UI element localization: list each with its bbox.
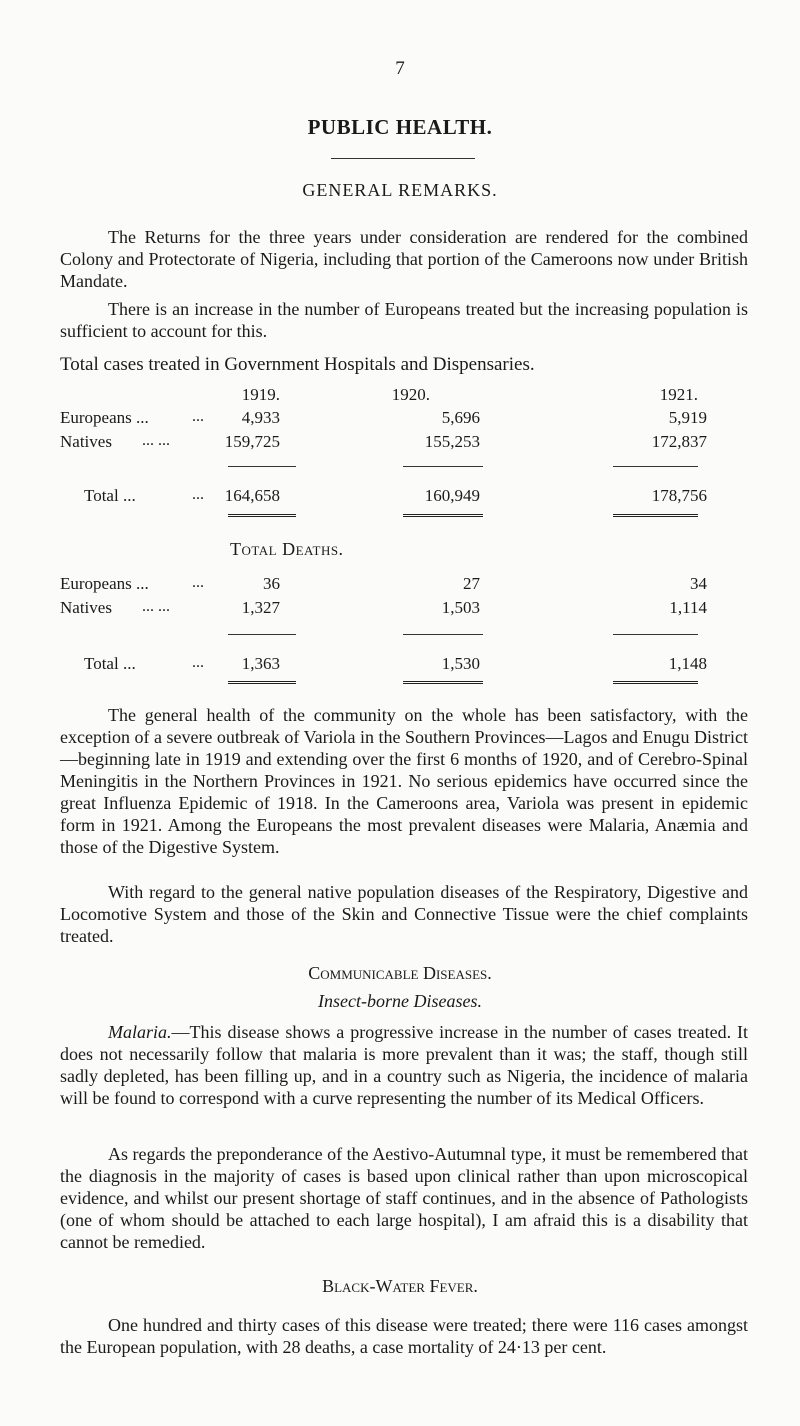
- sum-line: [613, 634, 698, 635]
- deaths-total-label: Total ...: [84, 654, 136, 673]
- cases-total-label: Total ...: [84, 486, 136, 505]
- cases-table-heading: Total cases treated in Government Hospitals and Dispensaries.: [60, 354, 535, 375]
- sum-line: [613, 466, 698, 467]
- general-health-paragraph: The general health of the community on the whole has been satisfactory, with the exception of a severe outbreak of Variola in the Southern Provinces—Lagos and Enugu District—beginning late in 1919 and extending over the first 6 months of 1920, and of Cerebro-Spinal Meningitis in the Northern Provinces in 1921. No serious epidemics have occurred since the great Influenza Epidemic of 1918. In the Cameroons area, Variola was present in epidemic form in 1921. Among the Europeans the most prevalent diseases were Malaria, Anæmia and those of the Digestive System.: [60, 705, 748, 857]
- total-double-line: [613, 514, 698, 517]
- sum-line: [403, 466, 483, 467]
- deaths-table-heading: Total Deaths.: [230, 539, 344, 559]
- deaths-row-label: Europeans ...: [60, 574, 149, 593]
- total-double-line: [228, 514, 296, 517]
- title-divider: [331, 158, 475, 159]
- deaths-row-dots: ... ...: [142, 598, 170, 615]
- cases-value: 5,696: [441, 408, 480, 427]
- deaths-total-value: 1,148: [668, 654, 707, 673]
- intro-paragraph-2: There is an increase in the number of Europeans treated but the increasing population is sufficient to account for this.: [60, 299, 748, 341]
- sum-line: [228, 634, 296, 635]
- cases-total-dots: ...: [192, 486, 204, 503]
- deaths-total-dots: ...: [192, 654, 204, 671]
- deaths-total-value: 1,530: [441, 654, 480, 673]
- deaths-row-dots: ...: [192, 574, 204, 591]
- cases-row-label: Europeans ...: [60, 408, 149, 427]
- communicable-heading: Communicable Diseases.: [308, 963, 492, 983]
- year-header-1919: 1919.: [241, 385, 280, 404]
- year-header-1920: 1920.: [391, 385, 430, 404]
- deaths-value: 36: [263, 574, 280, 593]
- deaths-value: 1,114: [669, 598, 707, 617]
- malaria-label: Malaria.: [108, 1022, 172, 1042]
- sum-line: [228, 466, 296, 467]
- total-double-line: [403, 514, 483, 517]
- cases-row-label: Natives: [60, 432, 112, 451]
- deaths-total-value: 1,363: [241, 654, 280, 673]
- cases-row-dots: ... ...: [142, 432, 170, 449]
- malaria-paragraph: [60, 1021, 748, 1109]
- section-subtitle: GENERAL REMARKS.: [302, 180, 498, 200]
- cases-total-value: 160,949: [424, 486, 480, 505]
- total-double-line: [228, 681, 296, 684]
- cases-total-value: 178,756: [651, 486, 707, 505]
- page-title: PUBLIC HEALTH.: [307, 115, 493, 139]
- cases-value: 4,933: [241, 408, 280, 427]
- year-header-1921: 1921.: [659, 385, 698, 404]
- page-number: 7: [395, 58, 405, 79]
- intro-paragraph-1: The Returns for the three years under consideration are rendered for the combined Colony and Protectorate of Nigeria, including that portion of the Cameroons now under British Mandate.: [60, 227, 748, 291]
- deaths-value: 27: [463, 574, 480, 593]
- blackwater-paragraph: One hundred and thirty cases of this disease were treated; there were 116 cases amongst the European population, with 28 deaths, a case mortality of 24·13 per cent.: [60, 1315, 748, 1357]
- deaths-row-label: Natives: [60, 598, 112, 617]
- total-double-line: [403, 681, 483, 684]
- sum-line: [403, 634, 483, 635]
- malaria-text: —This disease shows a progressive increase in the number of cases treated. It does not necessarily follow that malaria is more prevalent than it was; the staff, though still sadly depleted, has been filling up, and in a country such as Nigeria, the incidence of malaria will be found to correspond with a curve representing the number of its Medical Officers.: [60, 1022, 748, 1108]
- cases-value: 5,919: [668, 408, 707, 427]
- cases-value: 155,253: [424, 432, 480, 451]
- cases-value: 172,837: [651, 432, 707, 451]
- native-population-paragraph: With regard to the general native population diseases of the Respiratory, Digestive and Locomotive System and those of the Skin and Connective Tissue were the chief complaints treated.: [60, 882, 748, 946]
- total-double-line: [613, 681, 698, 684]
- deaths-value: 34: [690, 574, 707, 593]
- deaths-value: 1,327: [241, 598, 280, 617]
- blackwater-heading: Black-Water Fever.: [322, 1276, 478, 1296]
- cases-row-dots: ...: [192, 408, 204, 425]
- cases-value: 159,725: [224, 432, 280, 451]
- insect-borne-subheading: Insect-borne Diseases.: [318, 991, 482, 1011]
- deaths-value: 1,503: [441, 598, 480, 617]
- cases-total-value: 164,658: [224, 486, 280, 505]
- aestivo-paragraph: As regards the preponderance of the Aestivo-Autumnal type, it must be remembered that the diagnosis in the majority of cases is based upon clinical rather than upon microscopical evidence, and whilst our present shortage of staff continues, and in the absence of Pathologists (one of whom should be attached to each large hospital), I am afraid this is a disability that cannot be remedied.: [60, 1144, 748, 1252]
